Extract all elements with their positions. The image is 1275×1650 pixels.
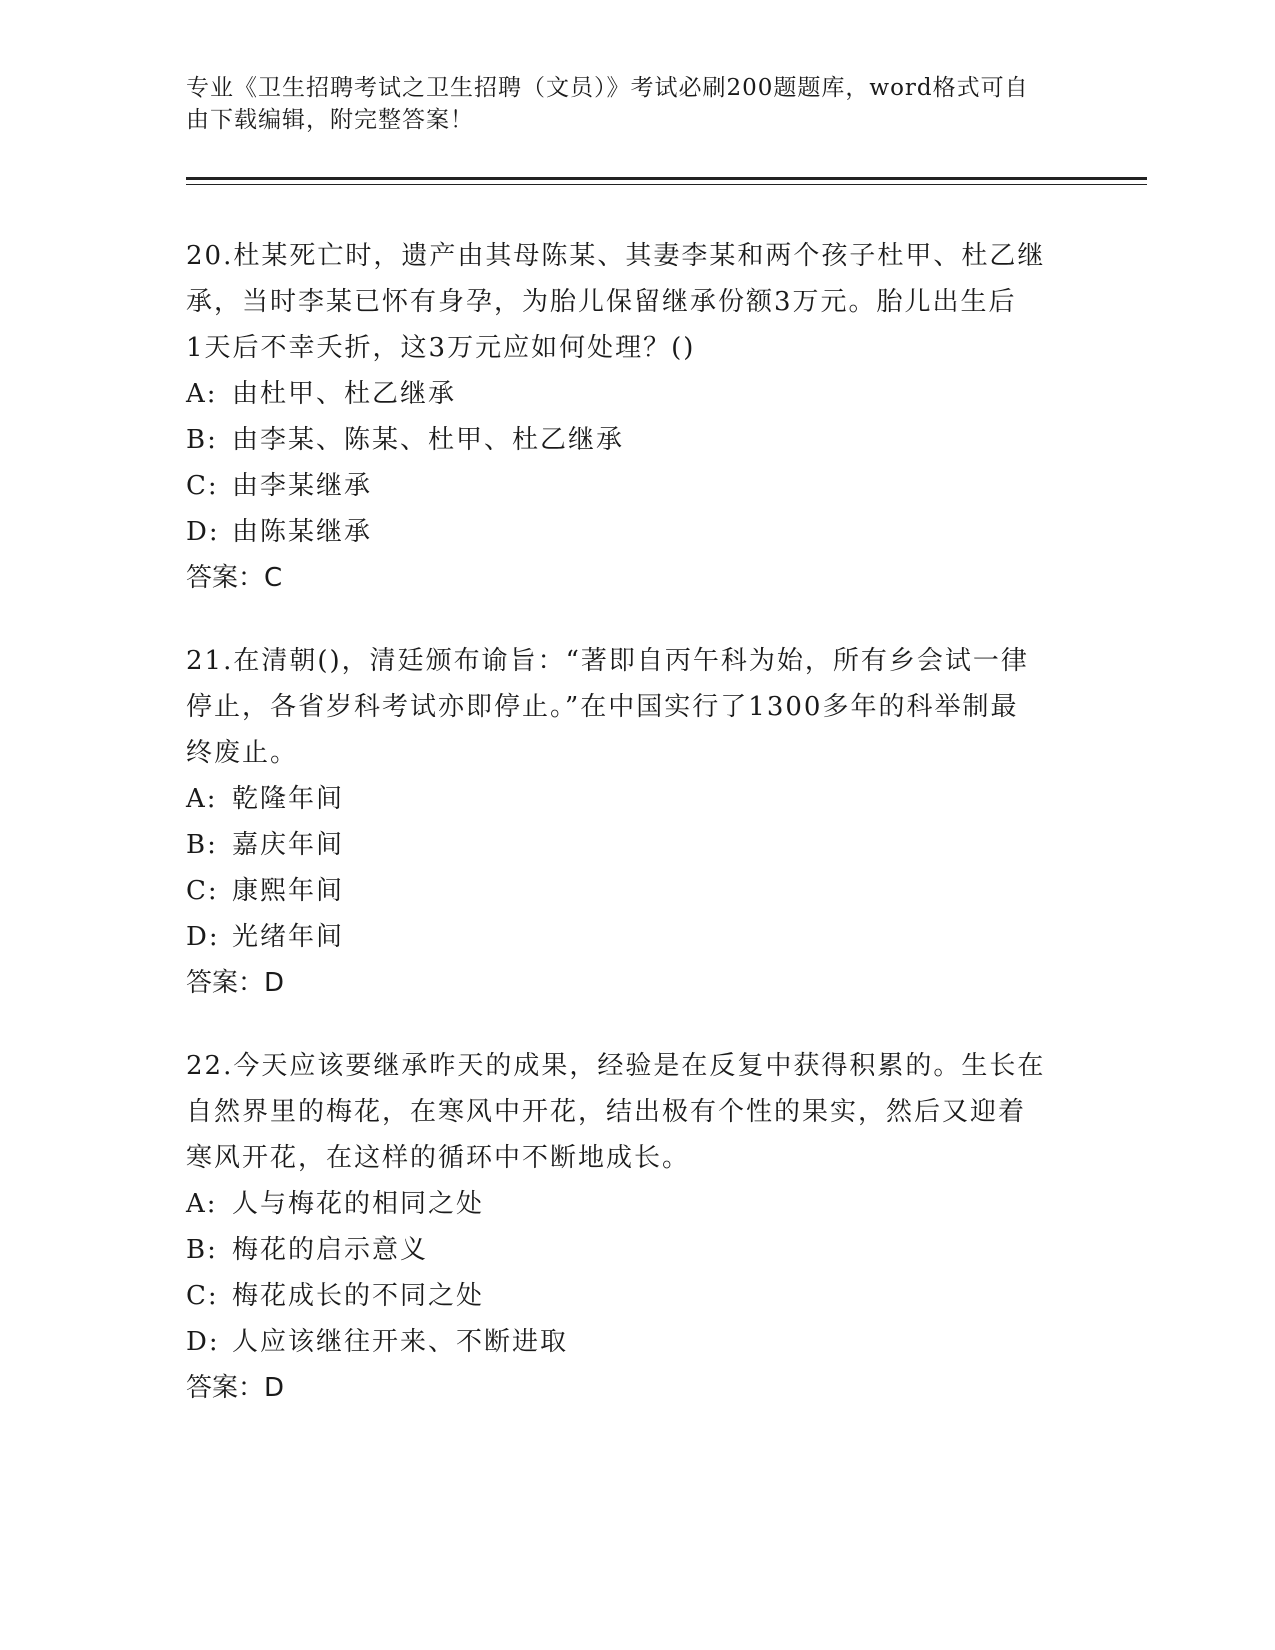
option-text: 嘉庆年间 (232, 830, 345, 860)
header-line-1: 专业《卫生招聘考试之卫生招聘（文员）》考试必刷200题题库，word格式可自 (186, 75, 1029, 101)
option-text: 梅花的启示意义 (232, 1235, 429, 1265)
answer-line: 答案：D (186, 1373, 285, 1403)
option-d (186, 914, 1076, 960)
option-b (186, 417, 1076, 463)
header-divider-thick (186, 177, 1147, 180)
option-letter: A: (186, 1189, 218, 1219)
answer-line: 答案：C (186, 563, 283, 593)
question-line: 1天后不幸夭折，这3万元应如何处理？() (186, 333, 696, 363)
option-text: 由李某继承 (232, 471, 373, 501)
option-text: 康熙年间 (232, 876, 345, 906)
option-text: 人与梅花的相同之处 (232, 1189, 485, 1219)
question-line: 终废止。 (186, 738, 299, 768)
option-letter: C: (186, 471, 219, 501)
option-c (186, 463, 1076, 509)
option-letter: C: (186, 876, 219, 906)
option-letter: D: (186, 517, 220, 547)
question-20 (186, 233, 1076, 601)
question-stem (186, 233, 1076, 371)
option-c (186, 1273, 1076, 1319)
option-letter: B: (186, 425, 218, 455)
question-line: 21.在清朝()，清廷颁布谕旨：“著即自丙午科为始，所有乡会试一律 (186, 646, 1029, 676)
question-line: 承，当时李某已怀有身孕，为胎儿保留继承份额3万元。胎儿出生后 (186, 287, 1017, 317)
option-a (186, 1181, 1076, 1227)
question-line: 20.杜某死亡时，遗产由其母陈某、其妻李某和两个孩子杜甲、杜乙继 (186, 241, 1046, 271)
answer-line: 答案：D (186, 968, 285, 998)
option-c (186, 868, 1076, 914)
header-line-2: 由下载编辑，附完整答案！ (186, 107, 474, 133)
option-a (186, 776, 1076, 822)
question-line: 自然界里的梅花，在寒风中开花，结出极有个性的果实，然后又迎着 (186, 1097, 1027, 1127)
option-letter: B: (186, 1235, 218, 1265)
question-line: 22.今天应该要继承昨天的成果，经验是在反复中获得积累的。生长在 (186, 1051, 1046, 1081)
option-d (186, 509, 1076, 555)
option-a (186, 371, 1076, 417)
option-letter: A: (186, 379, 218, 409)
question-stem (186, 638, 1076, 776)
question-22 (186, 1043, 1076, 1411)
option-letter: D: (186, 922, 220, 952)
option-d (186, 1319, 1076, 1365)
option-letter: D: (186, 1327, 220, 1357)
question-line: 停止，各省岁科考试亦即停止。”在中国实行了1300多年的科举制最 (186, 692, 1019, 722)
option-b (186, 1227, 1076, 1273)
option-letter: C: (186, 1281, 219, 1311)
header-divider-thin (186, 184, 1147, 185)
option-letter: B: (186, 830, 218, 860)
question-line: 寒风开花，在这样的循环中不断地成长。 (186, 1143, 691, 1173)
option-text: 人应该继往开来、不断进取 (232, 1327, 569, 1357)
question-stem (186, 1043, 1076, 1181)
option-text: 由陈某继承 (232, 517, 373, 547)
document-header (186, 72, 1066, 136)
option-letter: A: (186, 784, 218, 814)
option-text: 光绪年间 (232, 922, 345, 952)
option-text: 梅花成长的不同之处 (232, 1281, 485, 1311)
option-text: 乾隆年间 (232, 784, 345, 814)
question-21 (186, 638, 1076, 1006)
option-b (186, 822, 1076, 868)
option-text: 由杜甲、杜乙继承 (232, 379, 457, 409)
option-text: 由李某、陈某、杜甲、杜乙继承 (232, 425, 625, 455)
